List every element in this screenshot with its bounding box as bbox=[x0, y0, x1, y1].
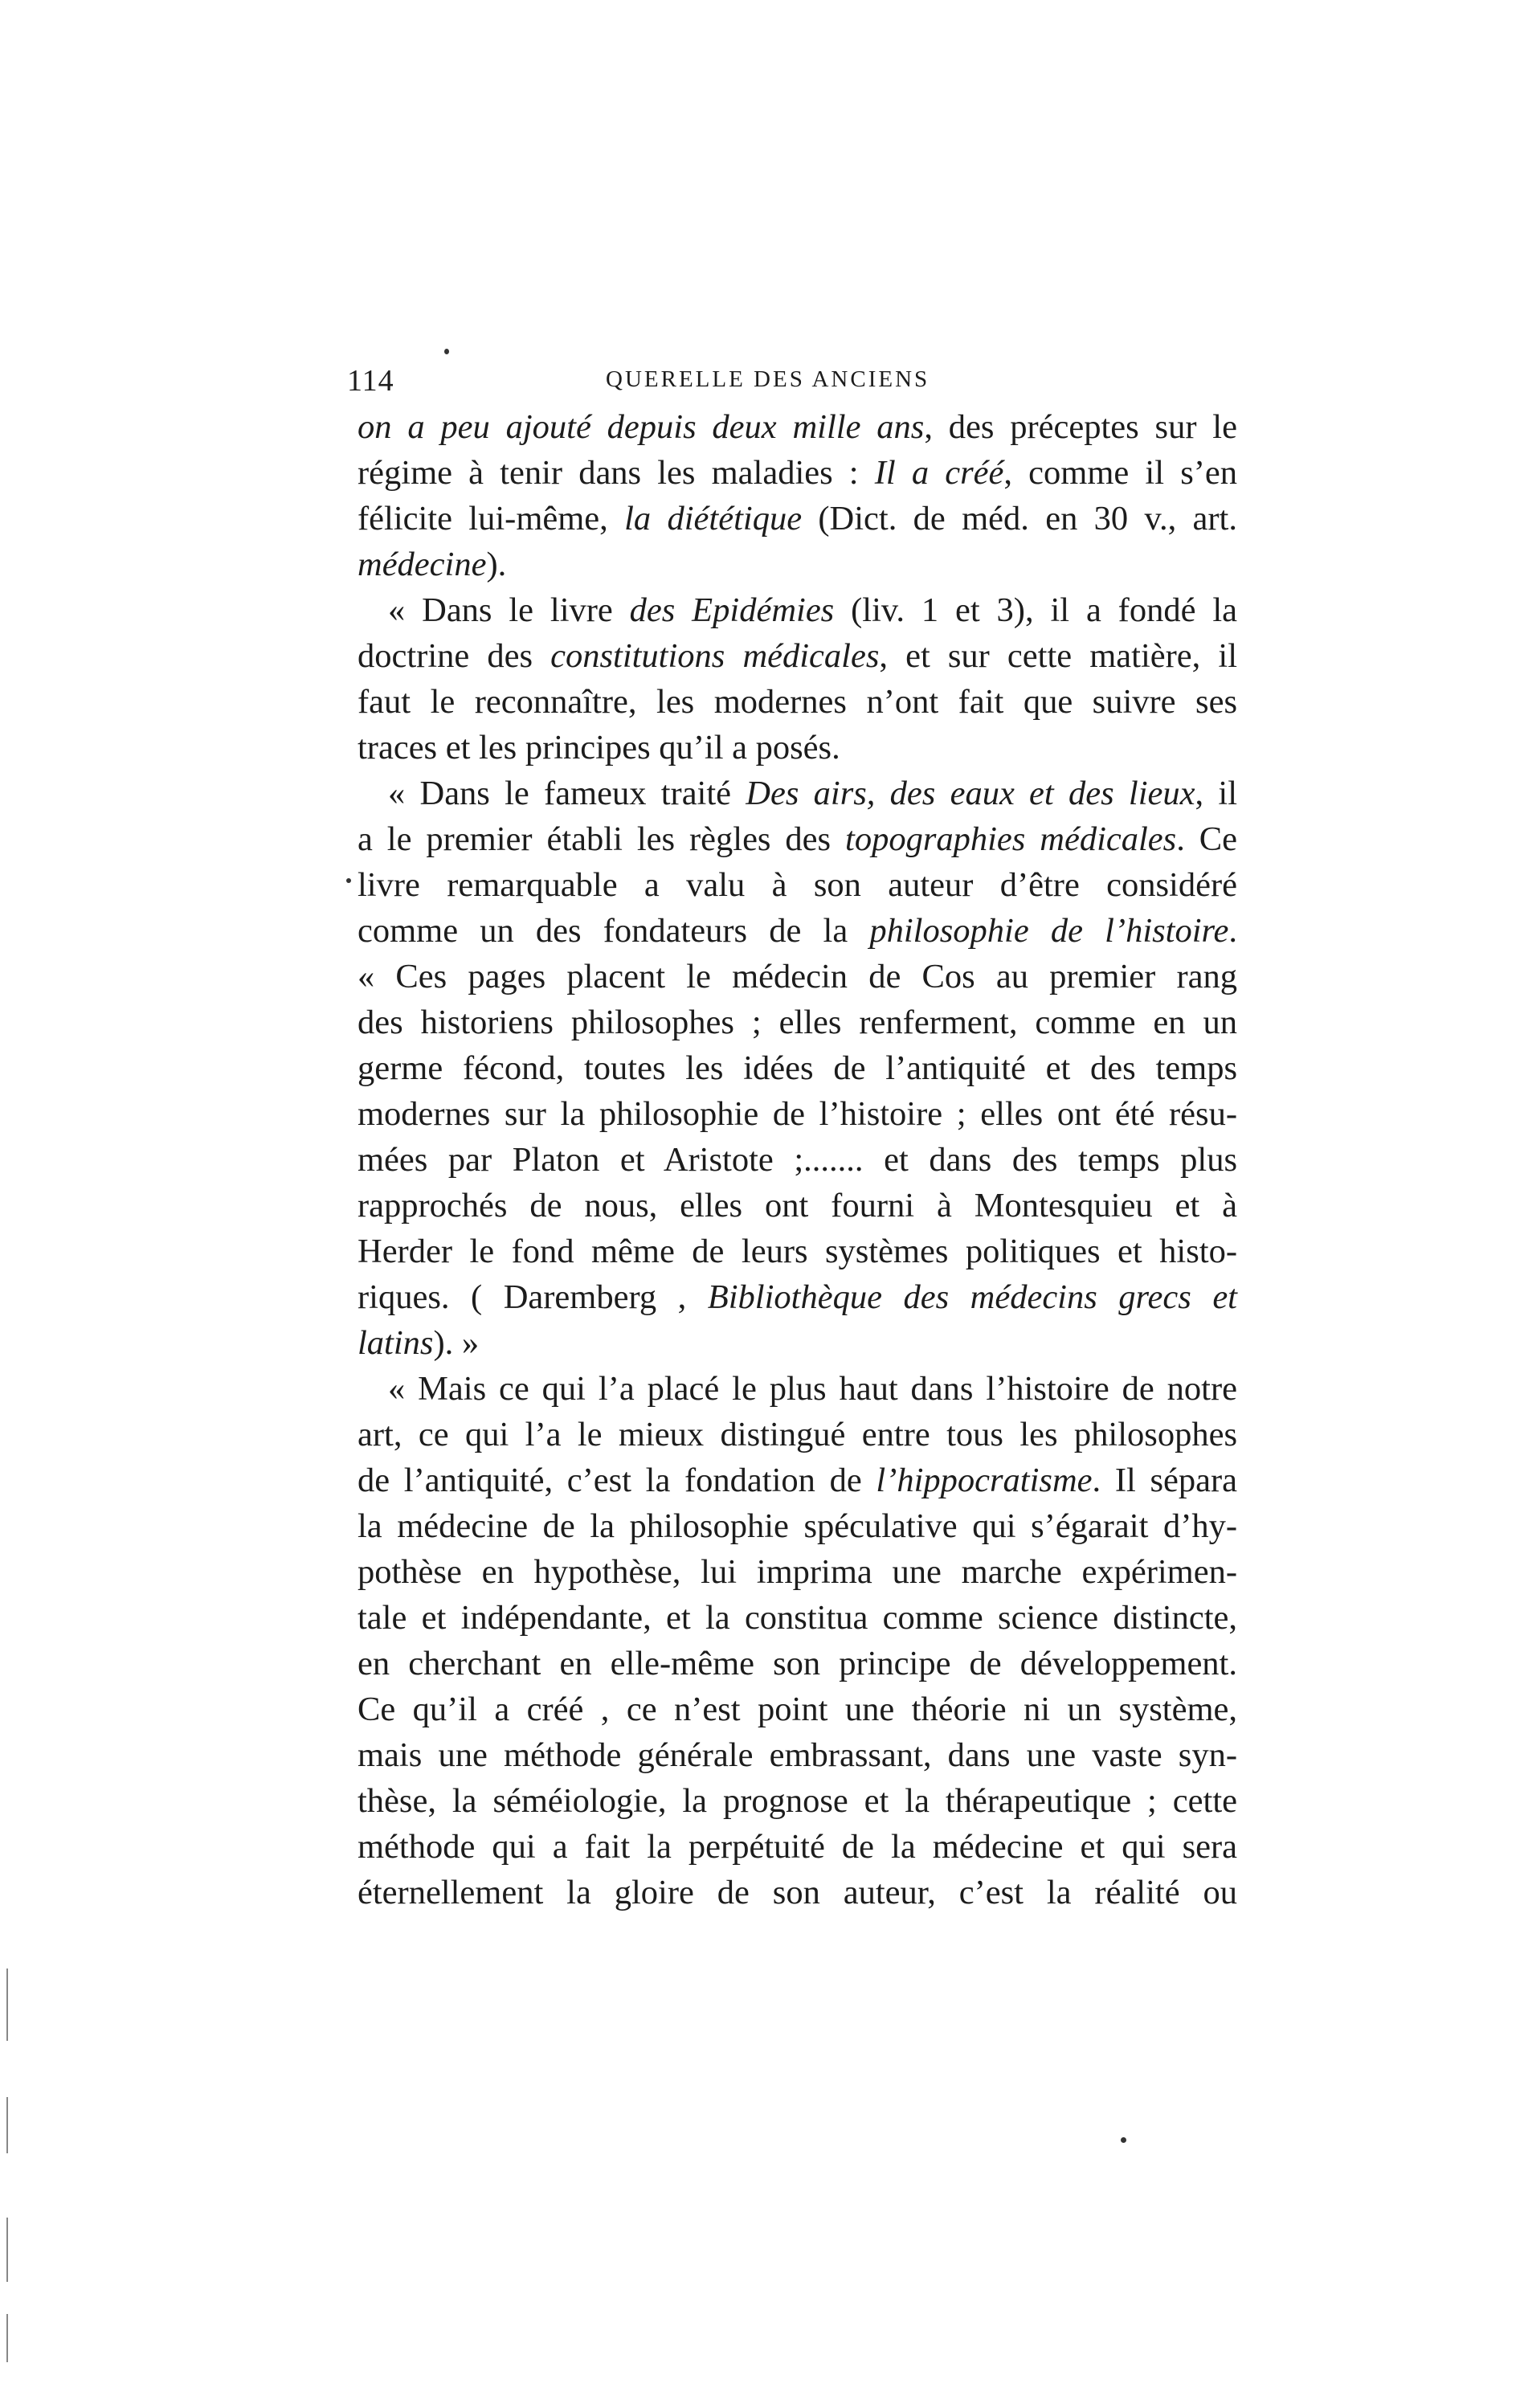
text-segment: . Il sépara bbox=[1092, 1462, 1237, 1499]
text-line bbox=[358, 404, 1237, 450]
body-text bbox=[358, 404, 1237, 1915]
text-segment: tale et indépendante, et la constitua comme science distincte, bbox=[358, 1599, 1237, 1637]
italic-text: Des airs, des eaux et des lieux bbox=[746, 775, 1195, 812]
text-segment: de l’antiquité, c’est la fondation de bbox=[358, 1462, 876, 1499]
text-segment: livre remarquable a valu à son auteur d’être considéré bbox=[358, 866, 1237, 904]
text-line bbox=[358, 1870, 1237, 1915]
running-head: QUERELLE DES ANCIENS bbox=[606, 366, 930, 392]
italic-text: des Epidémies bbox=[629, 591, 835, 629]
italic-text: Il a créé bbox=[874, 454, 1004, 492]
text-segment: méthode qui a fait la perpétuité de la médecine et qui sera bbox=[358, 1828, 1237, 1866]
text-line bbox=[358, 816, 1237, 862]
text-line bbox=[358, 771, 1237, 816]
text-segment: (Dict. de méd. en 30 v., art. bbox=[802, 500, 1237, 538]
text-line bbox=[358, 908, 1237, 954]
text-segment: rapprochés de nous, elles ont fourni à Montesquieu et à bbox=[358, 1187, 1237, 1224]
text-segment: , des préceptes sur le bbox=[924, 408, 1237, 446]
text-line bbox=[358, 1091, 1237, 1137]
text-segment: Herder le fond même de leurs systèmes politiques et histo- bbox=[358, 1233, 1237, 1270]
text-line bbox=[358, 1457, 1237, 1503]
text-segment: régime à tenir dans les maladies : bbox=[358, 454, 875, 492]
text-line bbox=[358, 587, 1237, 633]
scan-speck bbox=[1121, 2137, 1126, 2143]
text-line bbox=[358, 954, 1237, 1000]
text-segment: , il bbox=[1195, 775, 1237, 812]
text-segment: thèse, la séméiologie, la prognose et la thérapeutique ; cette bbox=[358, 1782, 1237, 1820]
italic-text: Bibliothèque des médecins grecs et bbox=[707, 1278, 1237, 1316]
text-segment: éternellement la gloire de son auteur, c’est la réalité ou bbox=[358, 1874, 1237, 1911]
italic-text: l’hippocratisme bbox=[876, 1462, 1093, 1499]
text-segment: pothèse en hypothèse, lui imprima une marche expérimen- bbox=[358, 1553, 1237, 1591]
text-segment: germe fécond, toutes les idées de l’antiquité et des temps bbox=[358, 1049, 1237, 1087]
scan-speck bbox=[346, 878, 351, 883]
text-line bbox=[358, 1183, 1237, 1229]
text-line bbox=[358, 1732, 1237, 1778]
text-line bbox=[358, 1503, 1237, 1549]
text-line bbox=[358, 1824, 1237, 1870]
italic-text: médecine bbox=[358, 546, 487, 583]
text-line bbox=[358, 862, 1237, 908]
text-line bbox=[358, 633, 1237, 679]
text-segment: « Mais ce qui l’a placé le plus haut dans l’histoire de notre bbox=[388, 1370, 1237, 1408]
text-segment: modernes sur la philosophie de l’histoire ; elles ont été résu- bbox=[358, 1095, 1237, 1133]
text-line bbox=[358, 1137, 1237, 1183]
text-line bbox=[358, 1778, 1237, 1824]
scan-speck bbox=[444, 349, 449, 354]
text-segment: traces et les principes qu’il a posés. bbox=[358, 729, 840, 767]
text-line bbox=[358, 450, 1237, 496]
text-segment: des historiens philosophes ; elles renferment, comme en un bbox=[358, 1004, 1237, 1041]
text-segment: ). bbox=[486, 546, 507, 583]
text-segment: mais une méthode générale embrassant, dans une vaste syn- bbox=[358, 1736, 1237, 1774]
text-segment: riques. ( Daremberg , bbox=[358, 1278, 708, 1316]
text-segment: « Ces pages placent le médecin de Cos au premier rang bbox=[358, 958, 1237, 995]
text-line bbox=[358, 1229, 1237, 1274]
italic-text: constitutions médicales bbox=[550, 637, 880, 675]
text-line bbox=[358, 496, 1237, 542]
text-segment: (liv. 1 et 3), il a fondé la bbox=[834, 591, 1237, 629]
scan-margin-mark bbox=[6, 2218, 8, 2282]
text-line bbox=[358, 542, 1237, 587]
text-line bbox=[358, 679, 1237, 725]
text-segment: comme un des fondateurs de la bbox=[358, 912, 870, 950]
text-segment: a le premier établi les règles des bbox=[358, 820, 846, 858]
text-segment: , comme il s’en bbox=[1003, 454, 1237, 492]
italic-text: philosophie de l’histoire bbox=[869, 912, 1229, 950]
text-segment: en cherchant en elle-même son principe de développement. bbox=[358, 1645, 1237, 1682]
text-line bbox=[358, 1641, 1237, 1686]
text-line bbox=[358, 1686, 1237, 1732]
text-segment: félicite lui-même, bbox=[358, 500, 625, 538]
text-line bbox=[358, 1045, 1237, 1091]
text-line bbox=[358, 1549, 1237, 1595]
text-segment: ). » bbox=[433, 1324, 480, 1362]
page-number: 114 bbox=[347, 364, 394, 398]
page-header bbox=[347, 363, 1231, 403]
text-segment: Ce qu’il a créé , ce n’est point une théorie ni un système, bbox=[358, 1691, 1237, 1728]
text-segment: doctrine des bbox=[358, 637, 551, 675]
text-segment: « Dans le livre bbox=[388, 591, 630, 629]
italic-text: on a peu ajouté depuis deux mille ans bbox=[358, 408, 925, 446]
text-segment: mées par Platon et Aristote ;....... et dans des temps plus bbox=[358, 1141, 1237, 1179]
text-line bbox=[358, 1000, 1237, 1045]
italic-text: la diététique bbox=[624, 500, 803, 538]
text-segment: . bbox=[1228, 912, 1237, 950]
text-segment: , et sur cette matière, il bbox=[879, 637, 1238, 675]
text-segment: la médecine de la philosophie spéculative qui s’égarait d’hy- bbox=[358, 1507, 1237, 1545]
text-segment: faut le reconnaître, les modernes n’ont fait que suivre ses bbox=[358, 683, 1237, 721]
scan-margin-mark bbox=[6, 2314, 8, 2362]
scan-margin-mark bbox=[6, 1969, 8, 2041]
text-line bbox=[358, 1274, 1237, 1320]
text-line bbox=[358, 1366, 1237, 1412]
text-line bbox=[358, 1320, 1237, 1366]
text-line bbox=[358, 1595, 1237, 1641]
text-segment: « Dans le fameux traité bbox=[388, 775, 746, 812]
italic-text: latins bbox=[358, 1324, 434, 1362]
text-line bbox=[358, 1412, 1237, 1457]
text-line bbox=[358, 725, 1237, 771]
scan-margin-mark bbox=[6, 2097, 8, 2153]
text-segment: . Ce bbox=[1176, 820, 1237, 858]
italic-text: topographies médicales bbox=[845, 820, 1177, 858]
text-segment: art, ce qui l’a le mieux distingué entre tous les philosophes bbox=[358, 1416, 1237, 1453]
